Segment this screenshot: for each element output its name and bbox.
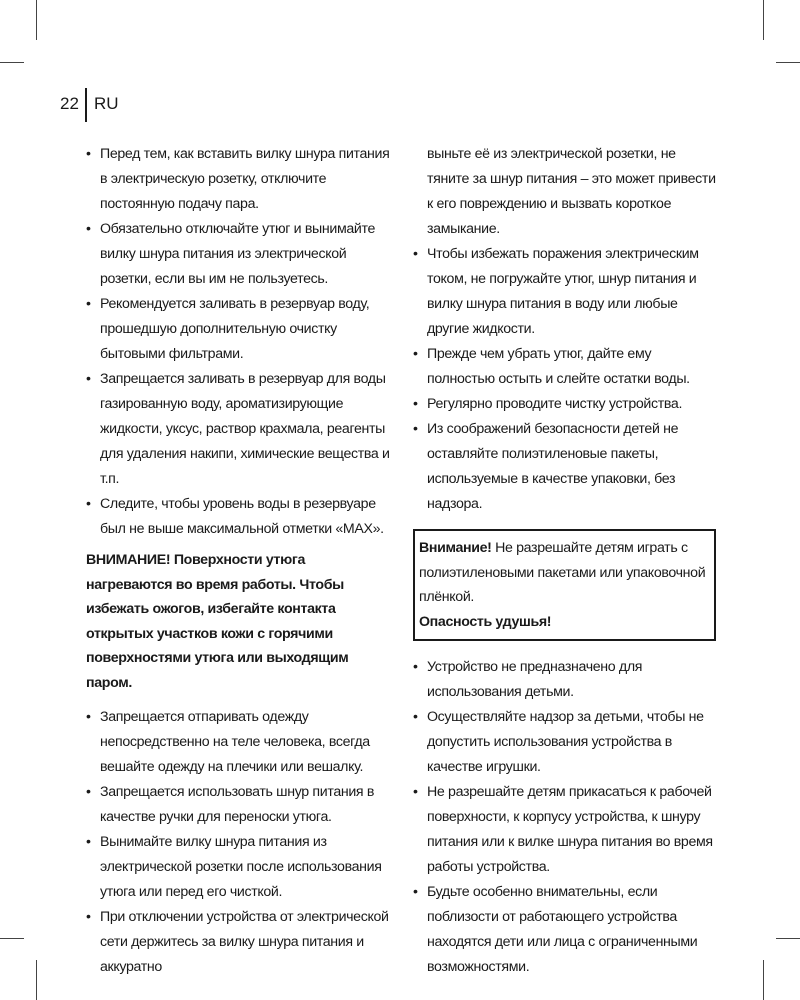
right-column xyxy=(413,142,716,980)
warning-emphasis: Опасность удушья! xyxy=(419,613,552,630)
list-item: • Осуществляйте надзор за детьми, чтобы не допустить использования устройства в качестве игрушки. xyxy=(413,705,716,780)
suffocation-warning-box xyxy=(413,529,716,641)
list-item: • Чтобы избежать поражения электрическим током, не погружайте утюг, шнур питания и вилку шнура питания в воду или любые другие жидкости. xyxy=(413,242,716,342)
list-item: • Устройство не предназначено для использования детьми. xyxy=(413,655,716,705)
burn-warning: ВНИМАНИЕ! Поверхности утюга нагреваются во время работы. Чтобы избежать ожогов, избегайте контакта открытых участков кожи с горячими поверхностями утюга или выходящим паром. xyxy=(86,552,349,691)
crop-mark xyxy=(36,0,37,40)
list-item: • Не разрешайте детям прикасаться к рабочей поверхности, к корпусу устройства, к шнуру питания или к вилке шнура питания во время работы устройства. xyxy=(413,780,716,880)
list-item: • Рекомендуется заливать в резервуар воду, прошедшую дополнительную очистку бытовыми фильтрами. xyxy=(86,292,390,367)
crop-mark xyxy=(0,938,24,939)
list-item: • Прежде чем убрать утюг, дайте ему полностью остыть и слейте остатки воды. xyxy=(413,342,716,392)
header-divider xyxy=(85,88,87,122)
language-code: RU xyxy=(94,94,119,113)
list-item: • Следите, чтобы уровень воды в резервуаре был не выше максимальной отметки «MAX». xyxy=(86,492,390,542)
continued-text: выньте её из электрической розетки, не тяните за шнур питания – это может привести к его повреждению и вызвать короткое замыкание. xyxy=(427,146,716,237)
bullet-list xyxy=(86,705,390,980)
list-item: • Регулярно проводите чистку устройства. xyxy=(413,392,716,417)
list-item: • Из соображений безопасности детей не оставляйте полиэтиленовые пакеты, используемые в качестве упаковки, без надзора. xyxy=(413,417,716,517)
list-item: • Будьте особенно внимательны, если поблизости от работающего устройства находятся дети или лица с ограниченными возможностями. xyxy=(413,880,716,980)
list-item: • Запрещается отпаривать одежду непосредственно на теле человека, всегда вешайте одежду на плечики или вешалку. xyxy=(86,705,390,780)
crop-mark xyxy=(36,960,37,1000)
crop-mark xyxy=(763,960,764,1000)
list-item: • Обязательно отключайте утюг и вынимайте вилку шнура питания из электрической розетки, если вы им не пользуетесь. xyxy=(86,217,390,292)
list-item: • Запрещается использовать шнур питания в качестве ручки для переноски утюга. xyxy=(86,780,390,830)
list-item: • Перед тем, как вставить вилку шнура питания в электрическую розетку, отключите постоянную подачу пара. xyxy=(86,142,390,217)
crop-mark xyxy=(763,0,764,40)
bullet-list xyxy=(413,242,716,517)
list-item: • При отключении устройства от электрической сети держитесь за вилку шнура питания и аккуратно xyxy=(86,905,390,980)
crop-mark xyxy=(0,62,24,63)
warning-label: Внимание! xyxy=(419,540,492,556)
page-number: 22 xyxy=(60,94,79,113)
crop-mark xyxy=(776,62,800,63)
bullet-list xyxy=(413,655,716,980)
list-item: • Запрещается заливать в резервуар для воды газированную воду, ароматизирующие жидкости, уксус, раствор крахмала, реагенты для удаления накипи, химические вещества и т.п. xyxy=(86,367,390,492)
crop-mark xyxy=(776,938,800,939)
list-item: • Вынимайте вилку шнура питания из электрической розетки после использования утюга или перед его чисткой. xyxy=(86,830,390,905)
warning-text: Не разрешайте детям играть с полиэтиленовыми пакетами или упаковочной плёнкой. xyxy=(419,540,706,605)
bullet-list xyxy=(86,142,390,542)
left-column xyxy=(86,142,390,980)
